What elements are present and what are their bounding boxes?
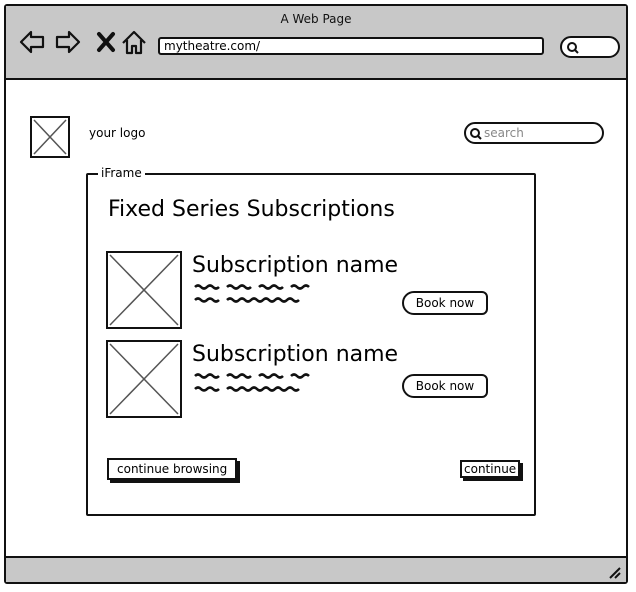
continue-button[interactable]: continue bbox=[460, 460, 520, 478]
placeholder-text-squiggle bbox=[193, 371, 333, 395]
logo-image-placeholder bbox=[30, 116, 70, 158]
resize-grip-icon[interactable] bbox=[606, 564, 622, 580]
continue-browsing-button[interactable]: continue browsing bbox=[107, 458, 237, 480]
search-icon bbox=[566, 41, 580, 55]
browser-titlebar bbox=[6, 6, 626, 80]
forward-arrow-icon[interactable] bbox=[54, 28, 82, 56]
page-heading: Fixed Series Subscriptions bbox=[108, 197, 395, 222]
logo-text: your logo bbox=[89, 126, 146, 140]
page-search-field[interactable] bbox=[464, 122, 604, 144]
browser-search-field[interactable] bbox=[560, 36, 620, 58]
close-x-icon[interactable] bbox=[92, 28, 120, 56]
home-icon[interactable] bbox=[120, 28, 148, 56]
image-placeholder bbox=[106, 340, 184, 420]
url-text: mytheatre.com/ bbox=[164, 39, 261, 53]
iframe-container bbox=[86, 166, 536, 516]
subscription-name: Subscription name bbox=[192, 342, 399, 367]
back-arrow-icon[interactable] bbox=[18, 28, 46, 56]
image-placeholder bbox=[106, 251, 184, 331]
browser-window bbox=[4, 4, 628, 584]
subscription-item bbox=[106, 251, 506, 331]
book-now-button[interactable]: Book now bbox=[402, 291, 488, 315]
url-bar[interactable] bbox=[158, 37, 544, 55]
browser-statusbar bbox=[6, 556, 626, 582]
subscription-item bbox=[106, 340, 506, 420]
iframe-label: iFrame bbox=[98, 166, 145, 180]
book-now-button[interactable]: Book now bbox=[402, 374, 488, 398]
search-icon bbox=[469, 127, 483, 141]
window-title: A Web Page bbox=[280, 12, 352, 26]
placeholder-text-squiggle bbox=[193, 282, 333, 306]
subscription-name: Subscription name bbox=[192, 253, 399, 278]
search-input[interactable] bbox=[484, 125, 594, 141]
